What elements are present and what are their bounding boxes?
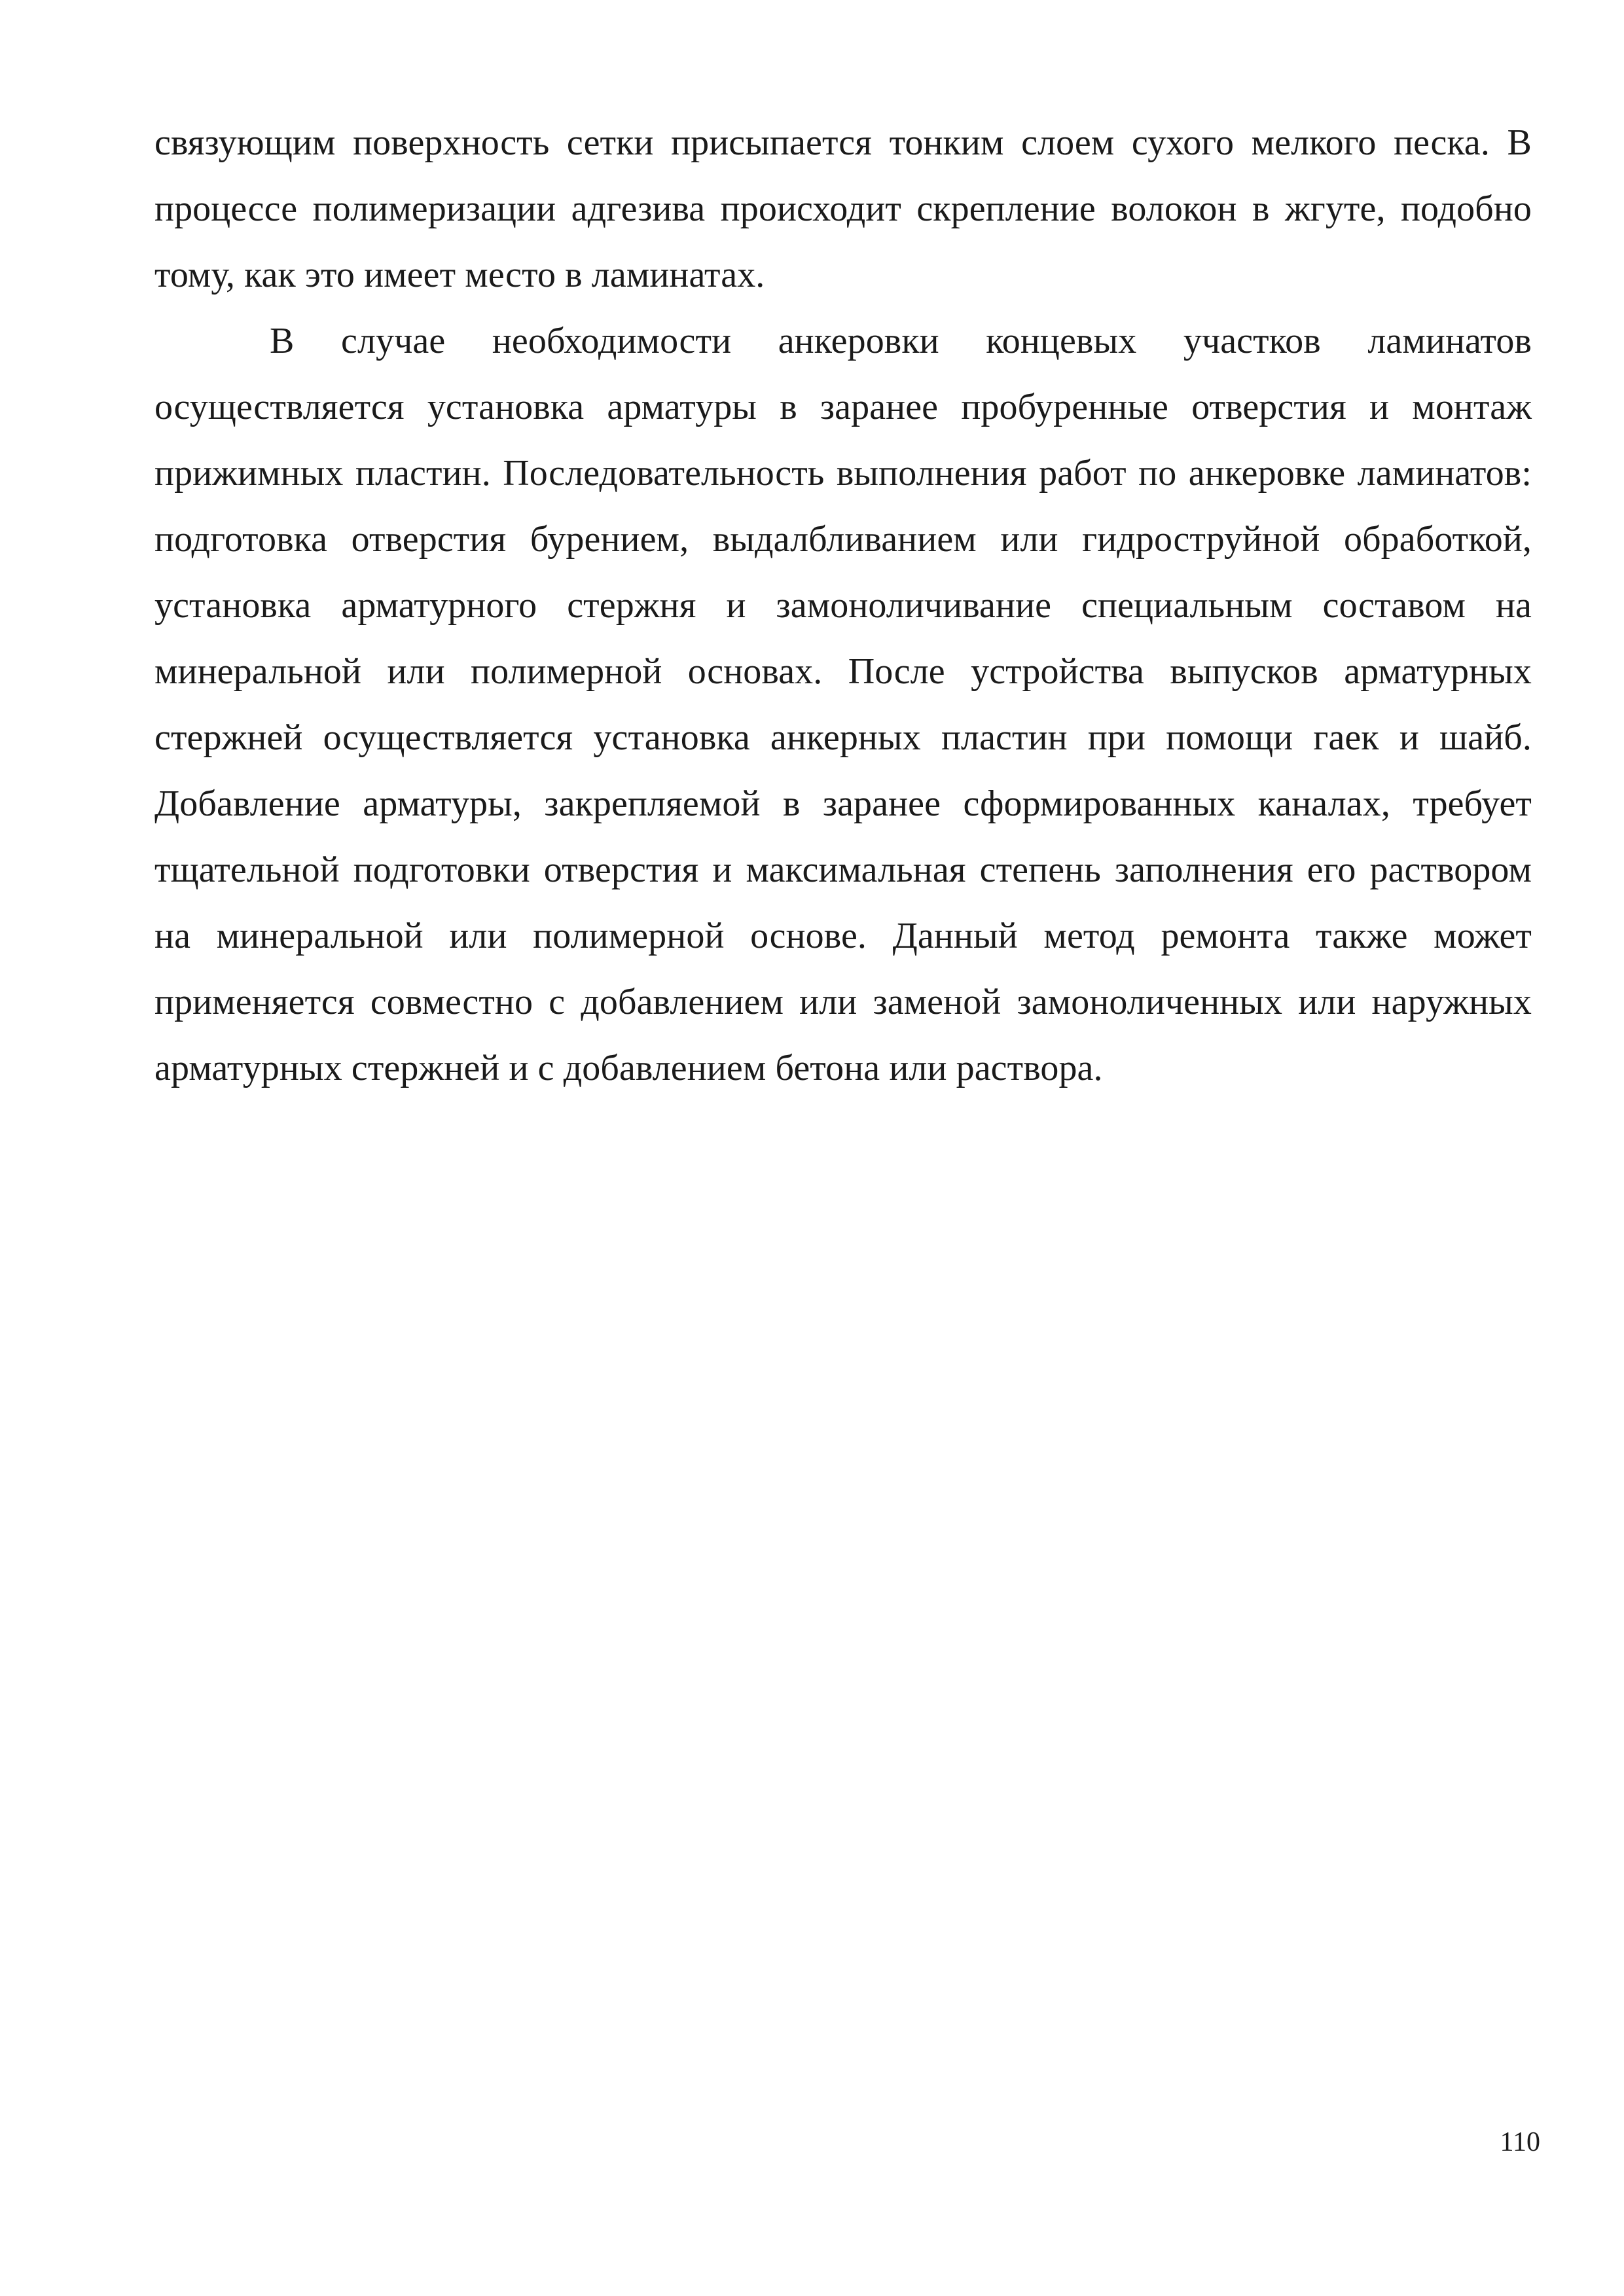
- paragraph-anchoring: В случае необходимости анкеровки концевых участков ламинатов осуществляется установка арматуры в заранее пробуренные отверстия и монтаж прижимных пластин. Последовательность выполнения работ по анкеровке ламинатов: подготовка отверстия бурением, выдалбливанием или гидроструйной обработкой, установка арматурного стержня и замоноличивание специальным составом на минеральной или полимерной основах. После устройства выпусков арматурных стержней осуществляется установка анкерных пластин при помощи гаек и шайб. Добавление арматуры, закрепляемой в заранее сформированных каналах, требует тщательной подготовки отверстия и максимальная степень заполнения его раствором на минеральной или полимерной основе. Данный метод ремонта также может применяется совместно с добавлением или заменой замоноличенных или наружных арматурных стержней и с добавлением бетона или раствора.: [154, 321, 1532, 1088]
- page-number: 110: [1500, 2127, 1540, 2157]
- text-body: [154, 110, 1532, 1102]
- paragraph-continuation: связующим поверхность сетки присыпается тонким слоем сухого мелкого песка. В процессе полимеризации адгезива происходит скрепление волокон в жгуте, подобно тому, как это имеет место в ламинатах.: [154, 122, 1532, 295]
